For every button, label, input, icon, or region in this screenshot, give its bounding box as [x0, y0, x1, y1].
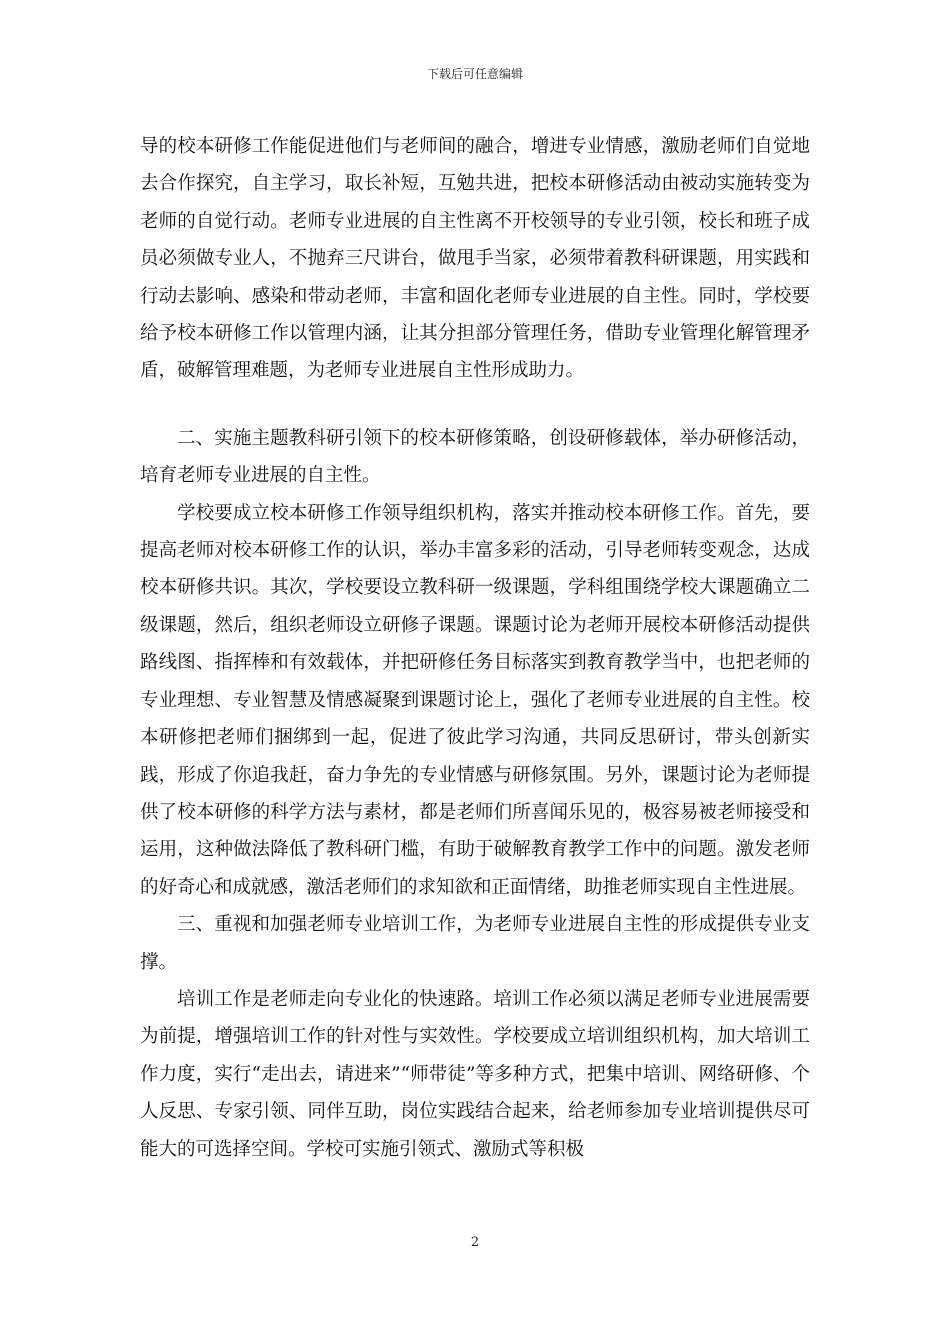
- section-heading-two: 二、实施主题教科研引领下的校本研修策略，创设研修载体，举办研修活动，培育老师专业进展的自主性。: [140, 427, 810, 487]
- paragraph-continuation: 导的校本研修工作能促进他们与老师间的融合，增进专业情感，激励老师们自觉地去合作探究，自主学习，取长补短，互勉共进，把校本研修活动由被动实施转变为老师的自觉行动。老师专业进展的自主性离不开校领导的专业引领，校长和班子成员必须做专业人，不抛弃三尺讲台，做甩手当家，必须带着教科研课题，用实践和行动去影响、感染和带动老师，丰富和固化老师专业进展的自主性。同时，学校要给予校本研修工作以管理内涵，让其分担部分管理任务，借助专业管理化解管理矛盾，破解管理难题，为老师专业进展自主性形成助力。: [140, 136, 810, 382]
- paragraph-section-two-body: 学校要成立校本研修工作领导组织机构，落实并推动校本研修工作。首先，要提高老师对校本研修工作的认识，举办丰富多彩的活动，引导老师转变观念，达成校本研修共识。其次，学校要设立教科研一级课题，学科组围绕学校大课题确立二级课题，然后，组织老师设立研修子课题。课题讨论为老师开展校本研修活动提供路线图、指挥棒和有效载体，并把研修任务目标落实到教育教学当中，也把老师的专业理想、专业智慧及情感凝聚到课题讨论上，强化了老师专业进展的自主性。校本研修把老师们捆绑到一起，促进了彼此学习沟通，共同反思研讨，带头创新实践，形成了你追我赶，奋力争先的专业情感与研修氛围。另外，课题讨论为老师提供了校本研修的科学方法与素材，都是老师们所喜闻乐见的，极容易被老师接受和运用，这种做法降低了教科研门槛，有助于破解教育教学工作中的问题。激发老师的好奇心和成就感，激活老师们的求知欲和正面情绪，助推老师实现自主性进展。: [140, 502, 810, 898]
- paragraph-section-three-body: 培训工作是老师走向专业化的快速路。培训工作必须以满足老师专业进展需要为前提，增强培训工作的针对性与实效性。学校要成立培训组织机构，加大培训工作力度，实行“走出去，请进来”“师带徒”等多种方式，把集中培训、网络研修、个人反思、专家引领、同伴互助，岗位实践结合起来，给老师参加专业培训提供尽可能大的可选择空间。学校可实施引领式、激励式等积极: [140, 988, 810, 1160]
- document-body: [140, 128, 810, 1168]
- section-heading-three: 三、重视和加强老师专业培训工作，为老师专业进展自主性的形成提供专业支撑。: [140, 914, 810, 973]
- page-number: 2: [470, 1235, 480, 1250]
- page-header: 下载后可任意编辑: [426, 67, 523, 81]
